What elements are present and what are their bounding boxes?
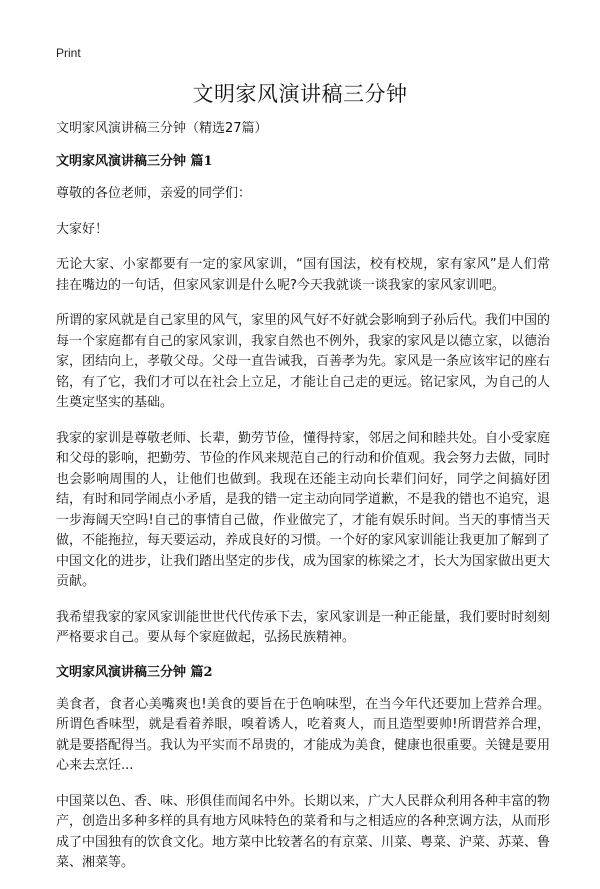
section-heading: 文明家风演讲稿三分钟 篇2 [56, 664, 213, 680]
paragraph-greeting: 尊敬的各位老师，亲爱的同学们： [56, 186, 252, 201]
section-2 [56, 664, 550, 874]
paragraph: 无论大家、小家都要有一定的家风家训，“国有国法，校有校规，家有家风”是人们常挂在嘴边的一句话，但家风家训是什么呢?今天我就谈一谈我家的家风家训吧。 [56, 257, 550, 293]
document-subtitle: 文明家风演讲稿三分钟（精选27篇） [56, 121, 268, 136]
paragraph: 中国菜以色、香、味、形俱佳而闻名中外。长期以来，广大人民群众利用各种丰富的物产，创造出多种多样的具有地方风味特色的菜肴和与之相适应的各种烹调方法，从而形成了中国独有的饮食文化。地方菜中比较著名的有京菜、川菜、粤菜、沪菜、苏菜、鲁菜、湘菜等。 [56, 793, 551, 870]
section-heading: 文明家风演讲稿三分钟 篇1 [56, 154, 213, 169]
document-title: 文明家风演讲稿三分钟 [192, 82, 408, 106]
paragraph-hello: 大家好！ [56, 221, 109, 237]
section-1 [56, 153, 550, 649]
paragraph: 所谓的家风就是自己家里的风气，家里的风气好不好就会影响到子孙后代。我们中国的每一个家庭都有自己的家风家训，我家自然也不例外，我家的家风是以德立家，以德治家，团结向上，孝敬父母。父母一直告诫我，百善孝为先。家风是一条应该牢记的座右铭，有了它，我们才可以在社会上立足，才能让自己走的更远。铭记家风，为自己的人生奠定坚实的基础。 [56, 313, 551, 410]
document-body [56, 120, 550, 889]
paragraph: 我家的家训是尊敬老师、长辈，勤劳节俭，懂得持家，邻居之间和睦共处。自小受家庭和父母的影响，把勤劳、节俭的作风来规范自己的行动和价值观。我会努力去做，同时也会影响周围的人，让他们也做到。我现在还能主动向长辈们问好，同学之间搞好团结，有时和同学闹点小矛盾，是我的错一定主动向同学道歉，不是我的错也不追究，退一步海阔天空吗!自己的事情自己做，作业做完了，才能有娱乐时间。当天的事情当天做，不能拖拉，每天要运动，养成良好的习惯。一个好的家风家训能让我更加了解到了中国文化的进步，让我们踏出坚定的步伐，成为国家的栋梁之才，长大为国家做出更大贡献。 [56, 430, 551, 589]
paragraph: 我希望我家的家风家训能世世代代传承下去，家风家训是一种正能量，我们要时时刻刻严格要求自己。要从每个家庭做起，弘扬民族精神。 [56, 609, 551, 645]
print-link[interactable]: Print [56, 46, 81, 60]
paragraph: 美食者，食者心美嘴爽也!美食的要旨在于色响味型，在当今年代还要加上营养合理。所谓色香味型，就是看着养眼，嗅着诱人，吃着爽人，而且造型要帅!所谓营养合理，就是要搭配得当。我认为平实而不昂贵的，才能成为美食，健康也很重要。关键是要用心来去烹饪... [56, 696, 551, 773]
